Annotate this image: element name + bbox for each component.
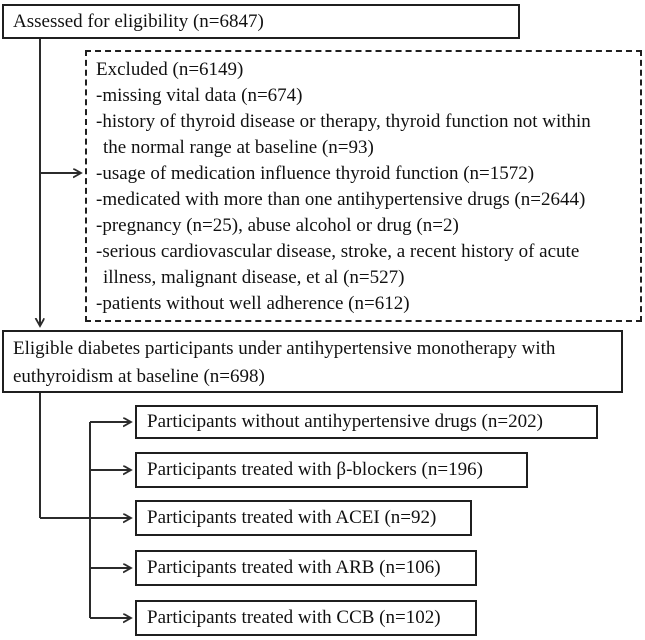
excluded-item: -history of thyroid disease or therapy, thyroid function not within xyxy=(96,111,591,132)
excluded-title: Excluded (n=6149) xyxy=(96,59,244,80)
arm-label: Participants treated with CCB (n=102) xyxy=(147,607,441,628)
excluded-item: -medicated with more than one antihypertensive drugs (n=2644) xyxy=(96,189,586,210)
arm-box-arb xyxy=(135,550,477,586)
excluded-box xyxy=(85,50,642,322)
excluded-item: -usage of medication influence thyroid function (n=1572) xyxy=(96,163,535,184)
eligible-box xyxy=(2,330,623,393)
eligible-line-1: Eligible diabetes participants under antihypertensive monotherapy with xyxy=(13,338,556,359)
excluded-item: -pregnancy (n=25), abuse alcohol or drug (n=2) xyxy=(96,215,459,236)
excluded-item: -patients without well adherence (n=612) xyxy=(96,293,410,314)
excluded-item: -serious cardiovascular disease, stroke, a recent history of acute xyxy=(96,241,580,262)
arm-box-acei xyxy=(135,500,472,536)
eligible-line-2: euthyroidism at baseline (n=698) xyxy=(13,366,265,387)
arm-box-ccb xyxy=(135,600,477,636)
arm-label: Participants without antihypertensive drugs (n=202) xyxy=(147,411,543,432)
assessed-label: Assessed for eligibility (n=6847) xyxy=(13,11,264,32)
assessed-box xyxy=(2,4,520,39)
excluded-item-wrap: the normal range at baseline (n=93) xyxy=(103,137,374,158)
arm-label: Participants treated with β-blockers (n=196) xyxy=(147,459,483,480)
arm-label: Participants treated with ACEI (n=92) xyxy=(147,507,437,528)
excluded-item-wrap: illness, malignant disease, et al (n=527) xyxy=(103,267,405,288)
excluded-item: -missing vital data (n=674) xyxy=(96,85,303,106)
arm-label: Participants treated with ARB (n=106) xyxy=(147,557,441,578)
arm-box-no-drugs xyxy=(135,405,598,439)
arm-box-beta-blockers xyxy=(135,452,528,488)
